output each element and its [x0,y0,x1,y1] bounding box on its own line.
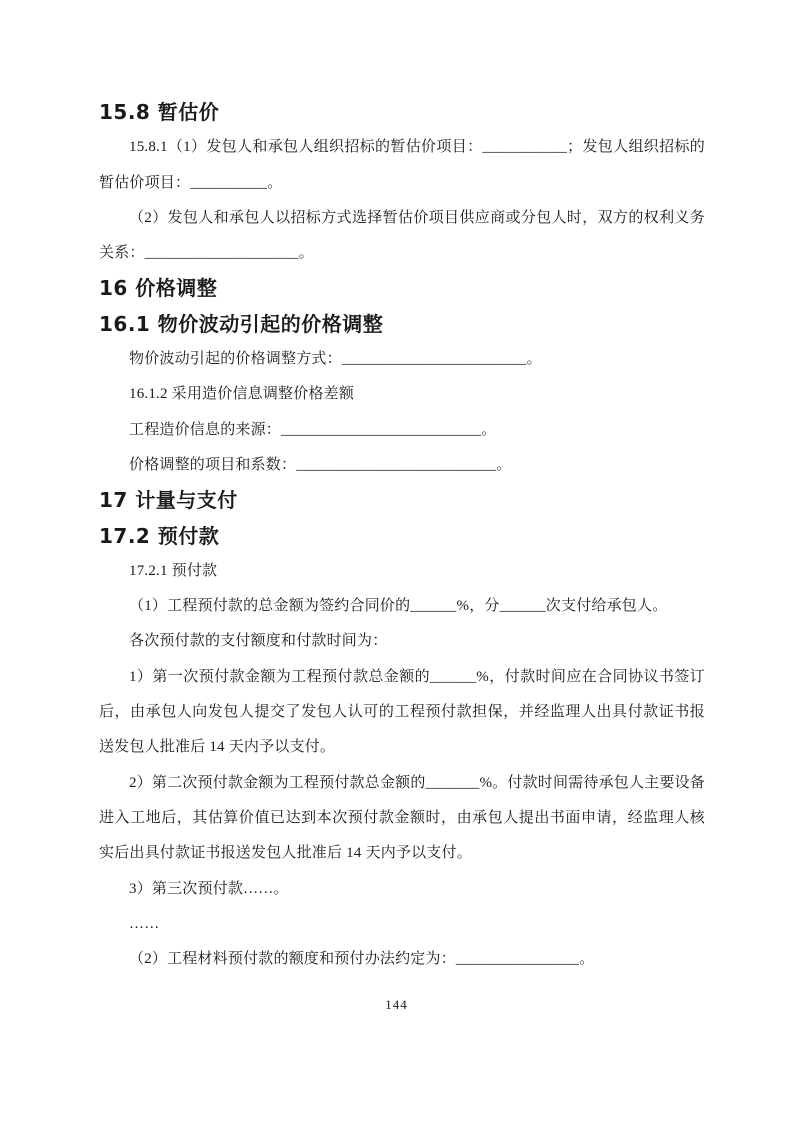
para-material-prepayment: （2）工程材料预付款的额度和预付办法约定为：________________。 [129,951,595,968]
para-17-2-1: 17.2.1 预付款 [129,562,218,579]
document-content [99,95,705,977]
para-second-prepayment: 2）第二次预付款金额为工程预付款总金额的_______%。付款时间需待承包人主要设备进入工地后，其估算价值已达到本次预付款金额时，由承包人提出书面申请，经监理人核实后出具付款证书报送发包人批准后 14 天内予以支付。 [99,774,705,862]
para-15-8-1-item1: 15.8.1（1）发包人和承包人组织招标的暂估价项目：___________；发包人组织招标的暂估价项目：__________。 [99,139,705,191]
heading-15-8: 15.8 暂估价 [99,100,220,124]
para-prepayment-total: （1）工程预付款的总金额为签约合同价的______%，分______次支付给承包人。 [129,598,668,615]
para-15-8-1-item2: （2）发包人和承包人以招标方式选择暂估价项目供应商或分包人时，双方的权利义务关系：____________________。 [99,209,705,262]
para-first-prepayment: 1）第一次预付款金额为工程预付款总金额的______%，付款时间应在合同协议书签订后，由承包人向发包人提交了发包人认可的工程预付款担保，并经监理人出具付款证书报送发包人批准后 14 天内予以支付。 [99,668,705,756]
para-ellipsis: …… [129,915,160,932]
para-cost-info-source: 工程造价信息的来源：__________________________。 [129,421,497,438]
para-prepayment-schedule-intro: 各次预付款的支付额度和付款时间为： [129,633,388,650]
heading-16-1: 16.1 物价波动引起的价格调整 [99,311,384,336]
para-third-prepayment: 3）第三次预付款……。 [129,880,289,897]
heading-16: 16 价格调整 [99,276,218,301]
para-adjust-items-coefficients: 价格调整的项目和系数：__________________________。 [129,456,512,473]
page-number: 144 [385,997,408,1012]
para-price-adjust-method: 物价波动引起的价格调整方式：________________________。 [129,351,542,368]
heading-17: 17 计量与支付 [99,488,238,513]
para-16-1-2: 16.1.2 采用造价信息调整价格差额 [129,386,355,403]
heading-17-2: 17.2 预付款 [99,523,220,548]
